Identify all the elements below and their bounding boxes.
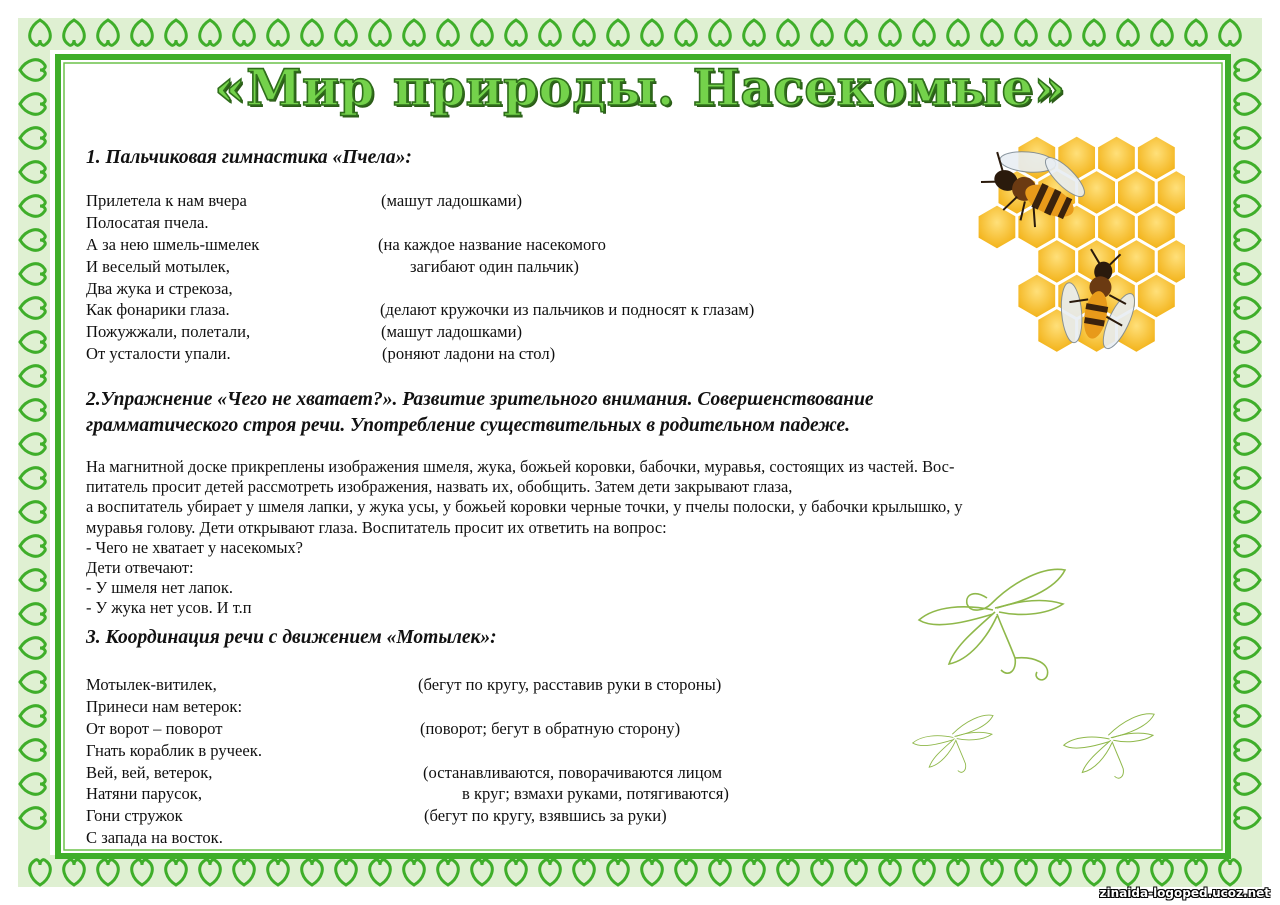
poem-line-text: Гони стружок [86,806,183,826]
poem-line-text: Мотылек-витилек, [86,675,217,694]
poem-line-note: (на каждое название насекомого [378,234,606,254]
poem-line [86,740,886,762]
poem-line [86,299,966,321]
section3-poem [86,674,886,849]
section2-heading [86,387,1166,439]
poem-line [86,212,966,234]
section1-poem [86,190,966,365]
poem-line-note: (бегут по кругу, расставив руки в стороны) [418,675,722,694]
dragonflies-image [905,560,1175,800]
paragraph-line: питатель просит детей рассмотреть изображения, назвать их, обобщить. Затем дети закрывают глаза, [86,477,793,497]
poem-line-text: Как фонарики глаза. [86,300,230,320]
poem-line-text: Гнать кораблик в ручеек. [86,740,262,760]
paragraph-line: - У жука нет усов. И т.п [86,598,252,618]
paragraph-line: На магнитной доске прикреплены изображения шмеля, жука, божьей коровки, бабочки, муравья, состоящих из частей. Вос- [86,457,955,476]
poem-line-note: в круг; взмахи руками, потягиваются) [462,784,729,804]
poem-line-note: (машут ладошками) [381,322,522,342]
dragonfly-icon [913,715,993,772]
poem-line-text: Вей, вей, ветерок, [86,762,213,782]
poem-line-text: От ворот – поворот [86,718,223,738]
poem-line [86,278,966,300]
bee-honeycomb-image [975,132,1185,372]
poem-line [86,321,966,343]
poem-line-text: А за нею шмель-шмелек [86,234,260,254]
poem-line [86,190,966,212]
section1-heading: 1. Пальчиковая гимнастика «Пчела»: [86,147,412,168]
poem-line-note: (поворот; бегут в обратную сторону) [420,718,681,738]
section3-heading: 3. Координация речи с движением «Мотылек»: [86,627,497,648]
poem-line-text: Натяни парусок, [86,784,202,804]
section2-heading-line1: 2.Упражнение «Чего не хватает?». Развитие зрительного внимания. Совершенствование [86,389,874,410]
paragraph-line: а воспитатель убирает у шмеля лапки, у жука усы, у божьей коровки черные точки, у пчелы полоски, у бабочки крылышко, у [86,497,963,517]
poem-line-text: От усталости упали. [86,344,231,364]
poem-line-note: (останавливаются, поворачиваются лицом [423,762,723,782]
section2-heading-line2: грамматического строя речи. Употребление существительных в родительном падеже. [86,415,851,436]
poem-line [86,805,886,827]
dragonfly-icon [919,569,1065,680]
paragraph-line: - Чего не хватает у насекомых? [86,537,303,557]
page-title: «Мир природы. Насекомые» [214,58,1066,117]
poem-line [86,343,966,365]
poem-line-text: Принеси нам ветерок: [86,696,243,716]
poem-line-note: (бегут по кругу, взявшись за руки) [424,806,667,826]
poem-line-text: И веселый мотылек, [86,256,230,276]
poem-line-note: (делают кружочки из пальчиков и подносят к глазам) [380,300,755,320]
poem-line-note: (роняют ладони на стол) [382,344,556,364]
poem-line-note: (машут ладошками) [381,191,522,210]
poem-line-text: С запада на восток. [86,828,223,848]
poem-line [86,256,966,278]
poem-line [86,827,886,849]
paragraph-line: - У шмеля нет лапок. [86,578,233,598]
poem-line [86,762,886,784]
dragonfly-icon [1064,714,1155,778]
poem-line-text: Полосатая пчела. [86,212,209,232]
paragraph-line: Дети отвечают: [86,558,194,578]
poem-line [86,234,966,256]
poem-line [86,783,886,805]
poem-line-text: Пожужжали, полетали, [86,322,251,342]
poem-line [86,718,886,740]
poem-line-text: Прилетела к нам вчера [86,191,247,210]
paragraph-line: муравья голову. Дети открывают глаза. Воспитатель просит их ответить на вопрос: [86,517,667,537]
poem-line [86,674,886,696]
watermark: zinaida-logoped.ucoz.net [1099,886,1270,900]
poem-line [86,696,886,718]
poem-line-note: загибают один пальчик) [410,256,579,276]
poem-line-text: Два жука и стрекоза, [86,278,233,298]
